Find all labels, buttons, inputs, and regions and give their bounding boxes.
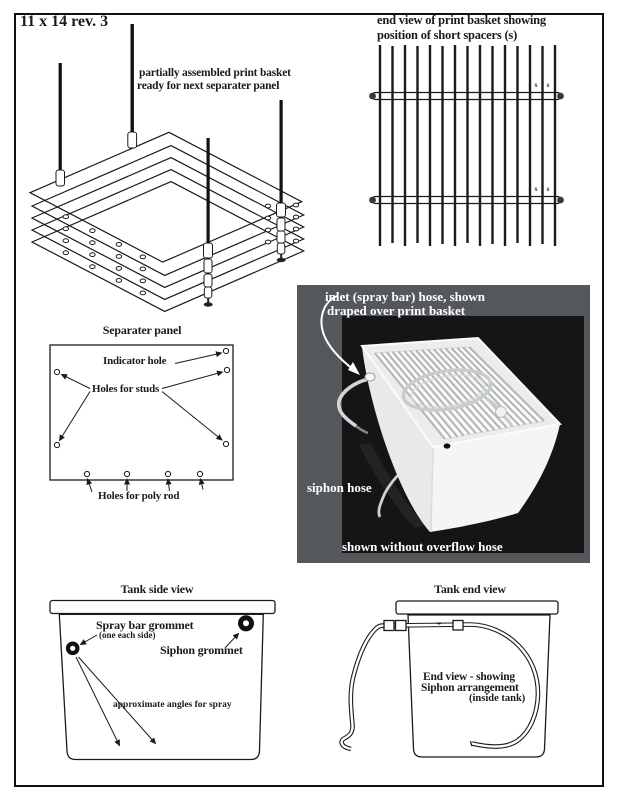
overflow-grommet-dot (444, 443, 451, 448)
separator-sheets (30, 132, 304, 311)
sheet-holes (63, 203, 299, 295)
inlet-caption-line1: inlet (spray bar) hose, shown (325, 289, 485, 304)
panel-callout-arrows (60, 353, 223, 492)
photo-bottom-caption: shown without overflow hose (342, 539, 503, 554)
short-spacer-label: s (534, 184, 538, 193)
tank-side-view-title: Tank side view (120, 582, 194, 596)
tank-photo (297, 285, 590, 563)
spray-angles-label: approximate angles for spray (113, 700, 232, 710)
tank-photo-art (297, 285, 590, 563)
holes-for-poly-rod-label: Holes for poly rod (98, 490, 180, 502)
tank-body-side (59, 614, 263, 759)
short-spacer-label: s (546, 80, 550, 89)
inlet-grommet (365, 373, 375, 381)
end-view-title-line2: position of short spacers (s) (377, 28, 518, 42)
basket-rods-end-view (380, 45, 555, 246)
rod-feet (204, 254, 286, 307)
hose-fitting (496, 407, 507, 418)
end-view-note-line3: (inside tank) (469, 693, 526, 704)
separater-panel-title: Separater panel (102, 323, 182, 337)
siphon-grommet-mark (238, 615, 254, 631)
end-view-note-line1: End view - showing (423, 671, 515, 683)
tank-lip-end (396, 601, 558, 614)
siphon-hose-caption: siphon hose (307, 480, 372, 495)
tank-lip-side (50, 601, 275, 614)
end-view-note-line2: Siphon arrangement (421, 682, 519, 694)
spray-bar-grommet-mark (66, 642, 80, 656)
siphon-grommet-label: Siphon grommet (160, 643, 243, 657)
holes-for-studs-label: Holes for studs (92, 383, 160, 395)
indicator-hole-label: Indicator hole (103, 355, 167, 367)
panel-holes (54, 348, 229, 476)
inlet-caption-line2: draped over print basket (327, 303, 466, 318)
tank-end-view-title: Tank end view (434, 582, 506, 596)
iso-caption-line1: partially assembled print basket (139, 67, 291, 79)
spray-bar-grommet-label: Spray bar grommet (96, 618, 194, 632)
one-each-side-label: (one each side) (99, 630, 156, 640)
iso-caption-line2: ready for next separater panel (137, 80, 280, 92)
iso-basket-drawing (15, 15, 315, 320)
page-title: 11 x 14 rev. 3 (20, 13, 109, 30)
short-spacer-label: s (534, 80, 538, 89)
short-spacer-label: s (546, 184, 550, 193)
end-view-title-line1: end view of print basket showing (377, 13, 546, 27)
end-view-drawing (368, 40, 598, 255)
